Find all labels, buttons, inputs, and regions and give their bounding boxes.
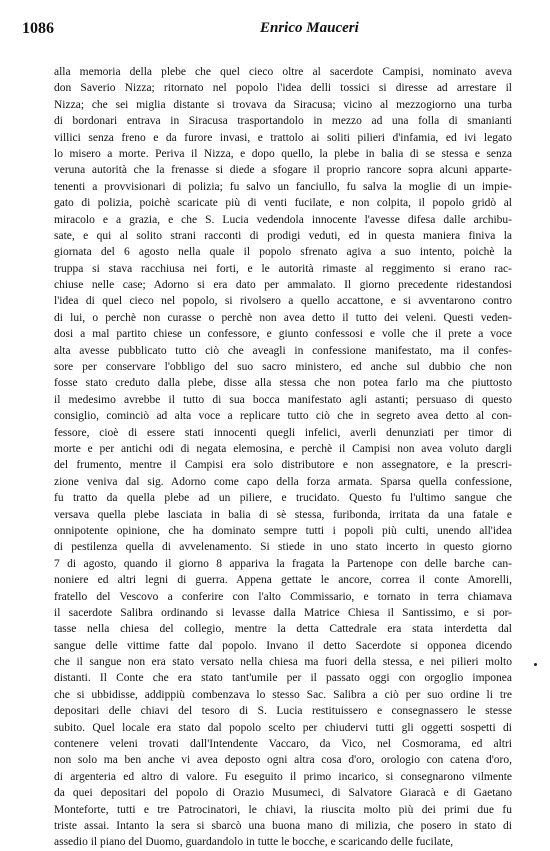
text-line: il sacerdote Salibra ordinando si levasse dalla Matrice Chiesa il Santissimo, e si por- [54,606,512,619]
text-line: lo misero a morte. Periva il Nizza, e dopo quello, la plebe in balia di se stessa e senza [54,147,512,160]
text-line: del frumento, mentre il Campisi era solo distributore e non assegnatore, e la prescri- [54,459,512,472]
page-number: 1086 [22,20,54,37]
text-line: fu tratto da quella plebe ad un piliere, e trucidato. Questo fu l'ultimo sangue che [54,492,512,505]
text-line: di pestilenza quella di avvelenamento. Si stiede in uno stato incerto in questo giorno [54,541,512,554]
text-line: versava quella plebe lasciata in balia di sè stessa, furibonda, irritata da una fatale e [54,508,512,521]
text-line: chiuse nelle case; Adorno si era dato per ammalato. Il giorno precedente ridestandosi [54,279,512,292]
text-line: giornata del 6 agosto nella quale il popolo sfrenato agiva a suo intento, poichè la [54,246,512,259]
text-line: fessore, cioè di essere stati innocenti quegli infelici, averli denunziati per timor di [54,426,512,439]
text-line: di bordonari entrava in Siracusa trasportandolo in mezzo ad una folla di smanianti [54,115,512,128]
text-line: consiglio, cominciò ad alta voce a replicare tutto ciò che in segreto avea detto al con- [54,410,512,423]
text-line: zione veniva dal sig. Adorno come capo della forza armata. Sparsa quella confessione, [54,475,512,488]
text-line: veruna autorità che la frenasse si diede a sfogare il proprio rancore sopra alcuni apparte- [54,164,512,177]
text-line: di argenteria ed altro di valore. Fu eseguito il primo incarico, si consegnarono vilmente [54,770,512,783]
text-line: assedio il piano del Duomo, guardandolo in tutte le bocche, e scaricando delle fucilate, [54,836,454,849]
text-line: che si ubbidisse, addippiù combenzava lo stesso Sac. Salibra a ciò per suo ordine li tre [54,688,512,701]
text-line: contenere veleni trovati dall'Intendente Vaccaro, da Vico, nel Cosmorama, ed altri [54,738,512,751]
margin-dot-mark [534,663,537,666]
text-line: sate, e qui al solito strani racconti di prodigi veduti, ed in questa maniera finiva la [54,229,512,242]
text-line: onnipotente opinione, che ha dominato sempre tutti i popoli più culti, unendo all'idea [54,524,512,537]
text-line: 7 di agosto, quando il giorno 8 appariva la fragata la Partenope con delle barche can- [54,557,512,570]
text-line: fosse stato creduto dalla plebe, disse alla stessa che non potea farlo ma che piuttosto [54,377,512,390]
text-line: Nizza; che sei miglia distante si trovava da Siracusa; vicino al mezzogiorno una turba [54,98,512,111]
text-line: truppa si stava racchiusa nei forti, e le autorità rimaste al reggimento si erano rac- [54,262,512,275]
text-line: distanti. Il Conte che era stato tant'umile per il passato oggi con orgoglio imponea [54,672,512,685]
text-line: subito. Quel locale era stato dal popolo scelto per chiudervi tutti gli oggetti sospetti di [54,721,512,734]
text-line: noniere ed altri legni di guerra. Appena gettate le ancore, correa il conte Amorelli, [54,574,512,587]
text-line: alta avesse pubblicato tutto ciò che aveagli in confessione manifestato, ma il confes- [54,344,512,357]
text-line: don Saverio Nizza; ritornato nel popolo l'idea delli tossici si diresse ad arrestare il [54,82,512,95]
text-line: da quei depositari del popolo di Orazio Musumeci, di Salvatore Giaracà e di Gaetano [54,787,512,800]
text-line: non solo ma ben anche vi avea deposto ogni altra cosa d'oro, orologio con catena d'oro, [54,754,512,767]
text-line: villici senza freno e da furore invasi, e trattolo ai soliti pilieri d'infamia, ed ivi legato [54,131,512,144]
text-line: depositari delle chiavi del tesoro di S. Lucia restituissero e consegnassero le stesse [54,705,512,718]
text-line: tasse nella chiesa del collegio, mentre la detta Cattedrale era stata interdetta dal [54,623,512,636]
text-line: l'idea di quel cieco nel popolo, si rivolsero a quello accattone, e si avventarono contro [54,295,512,308]
text-line: alla memoria della plebe che quel cieco oltre al sacerdote Campisi, nominato aveva [54,66,512,78]
text-line: dosi a mal partito chiese un confessore, e giunto confessosi e volle che il prete a voce [54,328,512,341]
text-line: gato di polizia, poichè scaricate più di venti fucilate, e non colpita, il popolo gridò al [54,197,512,210]
body-text [54,64,512,851]
text-line: il medesimo avrebbe il tutto di sua bocca manifestato agli astanti; persuaso di questo [54,393,512,406]
running-title: Enrico Mauceri [260,20,359,36]
page-header [22,20,510,42]
text-line: sangue delle vittime fatte dal popolo. Invano il detto Sacerdote si opponea dicendo [54,639,512,652]
text-line: morte e per antichi odi di negata elemosina, e perchè il Campisi non avea voluto dargli [54,442,512,455]
text-line: tenenti a provvisionari di polizia; fu salvo un fanciullo, fu salva la moglie di un impie- [54,180,512,193]
text-line: che il sangue non era stato versato nella chiesa ma fuori della stessa, e nei pilieri molto [54,656,512,669]
text-line: fratello del Vescovo a conferire con l'alto Commissario, e tornato in terra chiamava [54,590,512,603]
text-line: miracolo e a grazia, e che S. Lucia vedendola innocente l'avesse difesa dalle archibu- [54,213,512,226]
text-line: triste assai. Intanto la sera si sbarcò una buona mano di milizia, che posero in stato di [54,819,512,832]
text-line: Monteforte, tutti e tre Patrocinatori, le chiavi, la riuscita molto più dei primi due fu [54,803,512,816]
text-line: sore per conservare l'obbligo del suo sacro ministero, ed anche sul dubbio che non [54,361,512,374]
text-line: di lui, o perchè non curasse o perchè non avea detto il tutto dei veleni. Questi veden- [54,311,512,324]
